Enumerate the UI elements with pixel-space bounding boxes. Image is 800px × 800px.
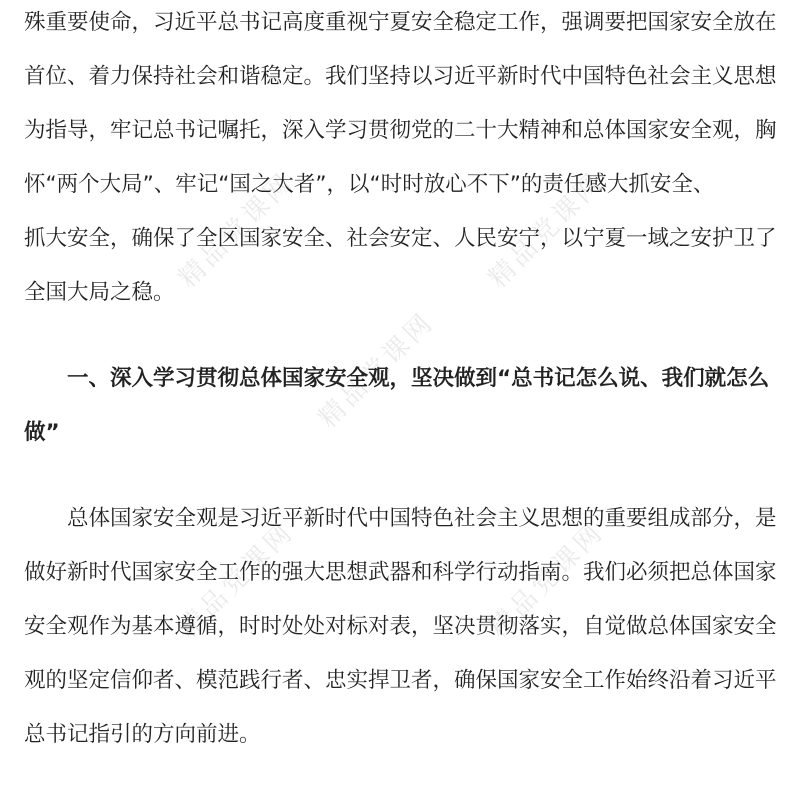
text-line: 总书记指引的方向前进。	[24, 722, 261, 747]
text-line: 首位、着力保持社会和谐稳定。我们坚持以习近平新时代中国特色社会主义思想	[24, 64, 777, 89]
text-line: 抓大安全，确保了全区国家安全、社会安定、人民安宁，以宁夏一域之安护卫了	[24, 226, 777, 251]
text-line: 观的坚定信仰者、模范践行者、忠实捍卫者，确保国家安全工作始终沿着习近平	[24, 668, 777, 693]
document-page	[24, 0, 780, 762]
intro-paragraph	[24, 0, 780, 320]
text-line: 为指导，牢记总书记嘱托，深入学习贯彻党的二十大精神和总体国家安全观，胸	[24, 118, 777, 143]
watermark: 精品党课网	[173, 516, 301, 644]
text-line: 殊重要使命，习近平总书记高度重视宁夏安全稳定工作，强调要把国家安全放在	[24, 10, 777, 35]
watermark: 精品党课网	[483, 166, 611, 294]
heading-line: 一、深入学习贯彻总体国家安全观，坚决做到“总书记怎么说、我们就怎么	[67, 366, 770, 391]
text-line: 怀“两个大局”、牢记“国之大者”，以“时时放心不下”的责任感大抓安全、	[24, 172, 715, 197]
section-heading	[24, 352, 780, 460]
heading-line: 做”	[24, 420, 60, 445]
watermark: 精品党课网	[313, 306, 441, 434]
watermark: 精品党课网	[483, 516, 611, 644]
text-line: 全国大局之稳。	[24, 280, 175, 305]
watermark: 精品党课网	[173, 166, 301, 294]
text-line: 安全观作为基本遵循，时时处处对标对表，坚决贯彻落实，自觉做总体国家安全	[24, 614, 777, 639]
body-paragraph	[24, 492, 780, 762]
text-line: 做好新时代国家安全工作的强大思想武器和科学行动指南。我们必须把总体国家	[24, 560, 777, 585]
text-line: 总体国家安全观是习近平新时代中国特色社会主义思想的重要组成部分，是	[67, 506, 777, 531]
